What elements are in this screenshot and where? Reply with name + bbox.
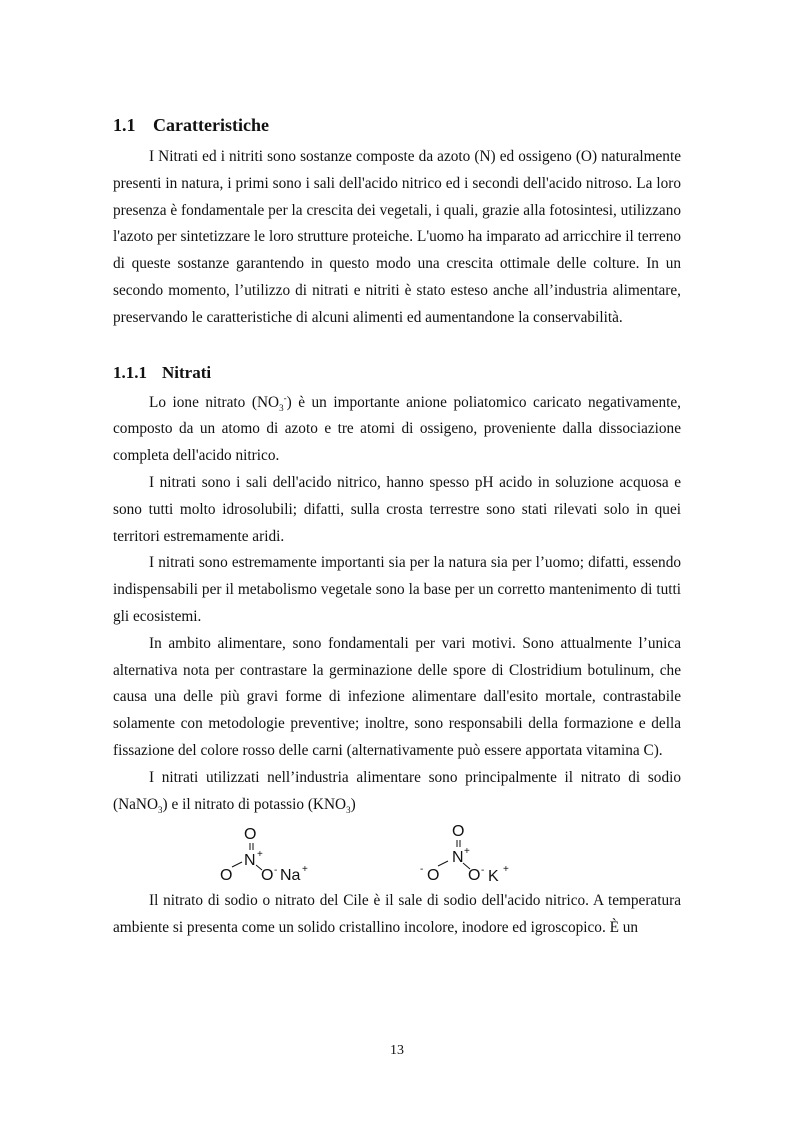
paragraph-nitrate-ion <box>113 390 681 470</box>
k-nitrogen-charge: + <box>464 846 470 858</box>
subsection-heading <box>113 360 681 386</box>
sodium-nitrate-structure <box>168 822 301 885</box>
p1-text-after: ) è un importante anione poliatomico caricato negativamente, composto da un atomo di azoto e tre atomi di ossigeno, proveniente dalla dissociazione completa dell'acido nitrico. <box>113 393 682 465</box>
paragraph-industry-nitrates <box>113 765 681 819</box>
p1-subscript: 3 <box>279 402 284 413</box>
p1-text-before: Lo ione nitrato (NO <box>149 393 280 411</box>
intro-paragraph: I Nitrati ed i nitriti sono sostanze composte da azoto (N) ed ossigeno (O) naturalmente presenti in natura, i primi sono i sali dell'acido nitrico ed i secondi dell'acido nitroso. La loro presenza è fondamentale per la crescita dei vegetali, i quali, grazie alla fotosintesi, utilizzano l'azoto per sintetizzare le loro strutture proteiche. L'uomo ha imparato ad arricchire il terreno di queste sostanze garantendo in questo modo una crescita ottimale delle colture. In un secondo momento, l’utilizzo di nitrati e nitriti è stato esteso anche all’industria alimentare, preservando le caratteristiche di alcuni alimenti ed aumentandone la conservabilità. <box>113 148 681 326</box>
potassium-cation-charge: + <box>503 864 509 876</box>
k-top-oxygen: O <box>452 823 465 841</box>
paragraph-importance: I nitrati sono estremamente importanti sia per la natura sia per l’uomo; difatti, essendo indispensabili per il metabolismo vegetale sono la base per un corretto mantenimento di tutti gli ecosistemi. <box>113 554 681 625</box>
na-nitrogen-charge: + <box>257 849 263 861</box>
k-left-oxygen: O <box>427 867 440 885</box>
na-oxygen-charge: - <box>274 865 278 877</box>
sodium-cation: Na <box>280 867 301 885</box>
potassium-cation: K <box>488 868 499 886</box>
sodium-cation-charge-svg <box>300 822 320 884</box>
subsection-number: 1.1.1 <box>113 362 147 382</box>
subsection-title: Nitrati <box>162 362 212 382</box>
p1-superscript: - <box>283 392 287 403</box>
na-top-oxygen: O <box>244 826 257 844</box>
paragraph-food-use: In ambito alimentare, sono fondamentali per vari motivi. Sono attualmente l’unica alternativa nota per contrastare la germinazione delle spore di Clostridium botulinum, che causa una delle più gravi forme di infezione alimentare dall'esito mortale, contrastabile solamente con metodologie preventive; inoltre, sono responsabili della formazione e della fissazione del colore rosso delle carni (alternativamente può essere apportata vitamina C). <box>113 634 681 759</box>
k-right-oxygen: O <box>468 867 481 885</box>
k-left-charge: - <box>420 864 424 876</box>
k-oxygen-charge: - <box>481 865 485 877</box>
section-number: 1.1 <box>113 115 136 135</box>
chemical-structures <box>113 822 681 884</box>
p5-sub2: 3 <box>346 804 351 815</box>
p5-text3: ) <box>350 795 356 813</box>
na-left-oxygen: O <box>220 867 233 885</box>
paragraph-nitrate-salts: I nitrati sono i sali dell'acido nitrico, hanno spesso pH acido in soluzione acquosa e sono tutti molto idrosolubili; difatti, sulla crosta terrestre sono stati rilevati solo in quei territori estremamente aridi. <box>113 473 681 545</box>
na-nitrogen: N <box>244 852 256 870</box>
page-body <box>113 112 681 942</box>
p5-sub1: 3 <box>158 804 163 815</box>
paragraph-sodium-nitrate: Il nitrato di sodio o nitrato del Cile è il sale di sodio dell'acido nitrico. A temperatura ambiente si presenta come un solido cristallino incolore, inodore ed igroscopico. È un <box>113 892 681 937</box>
p5-text2: ) e il nitrato di potassio (KNO <box>162 795 347 813</box>
na-right-oxygen: O <box>261 867 274 885</box>
sodium-cation-charge: + <box>302 864 308 876</box>
p5-text1: I nitrati utilizzati nell’industria alimentare sono principalmente il nitrato di sodio (NaNO <box>113 768 681 813</box>
page-number: 13 <box>390 1043 404 1058</box>
k-nitrogen: N <box>452 849 464 867</box>
section-heading <box>113 112 681 138</box>
potassium-nitrate-structure <box>418 822 528 884</box>
section-title: Caratteristiche <box>153 115 269 135</box>
